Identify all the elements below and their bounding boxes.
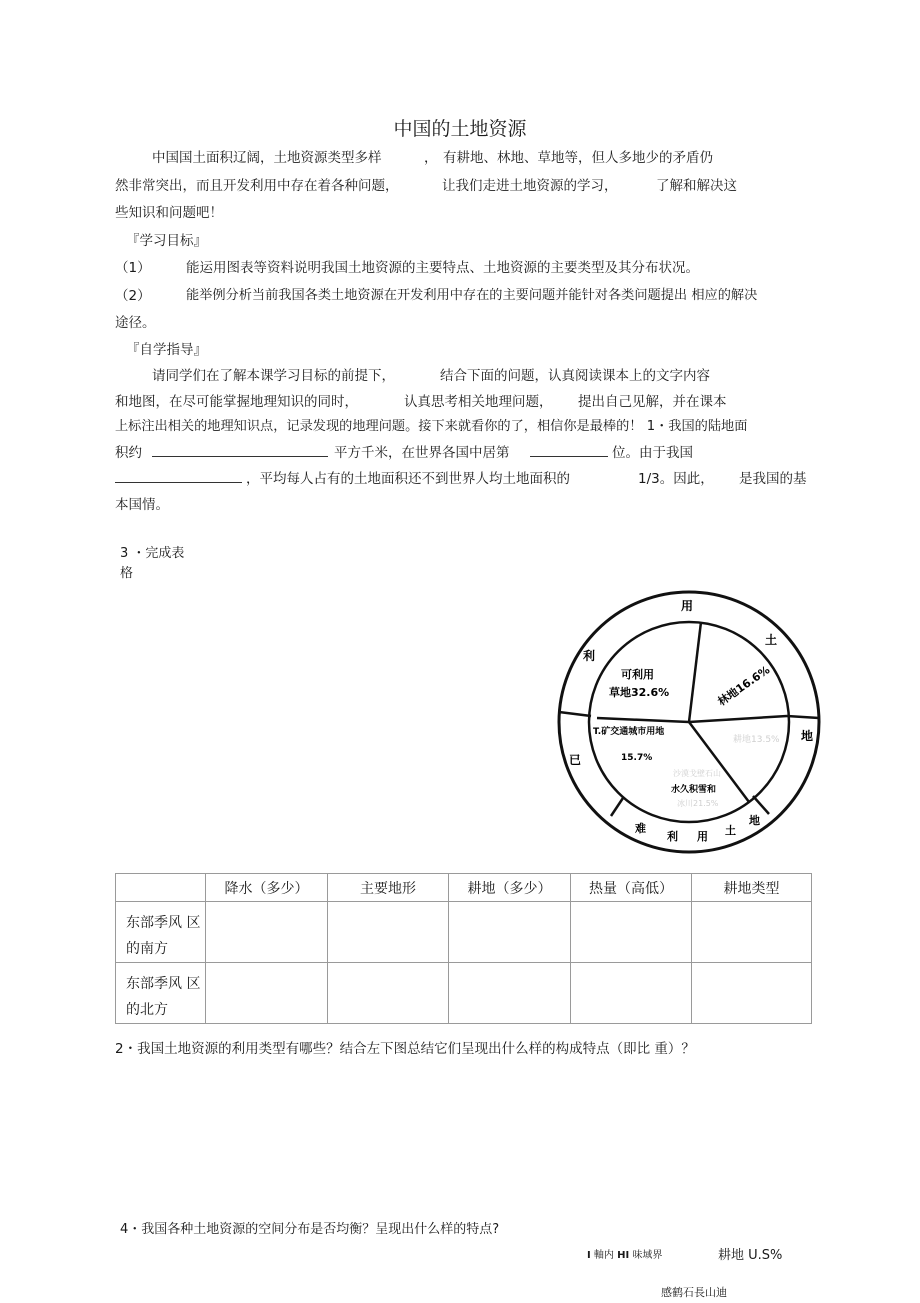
intro-line3: 些知识和问题吧！: [115, 205, 223, 221]
table-input-cell[interactable]: [571, 902, 692, 963]
row-label-north: [116, 963, 206, 1024]
table-input-cell[interactable]: [206, 902, 328, 963]
slice-label-cropland: 耕地13.5%: [733, 735, 780, 745]
ring-label: 利: [583, 649, 596, 663]
guide-line1a: 请同学们在了解本课学习目标的前提下，: [152, 368, 395, 384]
slice-label-desert: 水久积雪和: [671, 785, 717, 795]
guide-line2b: 认真思考相关地理问题，: [404, 394, 553, 410]
comparison-table: [115, 873, 812, 1024]
footer-fragment: [587, 1246, 662, 1261]
table-input-cell[interactable]: [449, 963, 571, 1024]
slice-label-urban: T.矿交通城市用地: [593, 727, 665, 737]
ring-label: 已: [569, 753, 582, 767]
row-label-line: 的南方: [126, 941, 168, 957]
footer-fragment-part: HI: [617, 1250, 630, 1261]
guide-line5a: ，平均每人占有的土地面积还不到世界人均土地面积的: [246, 471, 570, 487]
ring-label: 土: [765, 633, 778, 647]
q3-line1: 3 ・完成表: [120, 546, 185, 561]
row-label-line: 的北方: [126, 1002, 168, 1018]
footer-right-label: 耕地 U.S%: [718, 1248, 783, 1263]
intro-line2a: 然非常突出，而且开发利用中存在着各种问题，: [115, 178, 399, 194]
table-input-cell[interactable]: [328, 902, 449, 963]
table-header-cell: 热量（高低）: [571, 874, 692, 902]
table-header-cell: 主要地形: [328, 874, 449, 902]
table-header-cell: 降水（多少）: [206, 874, 328, 902]
goal1-text: 能运用图表等资料说明我国土地资源的主要特点、土地资源的主要类型及其分布状况。: [186, 260, 699, 276]
row-label-line: 东部季风 区: [126, 976, 201, 992]
land-use-pie-figure: [553, 588, 825, 856]
intro-line1a: 中国国土面积辽阔，土地资源类型多样: [152, 150, 382, 166]
ring-label: 土: [725, 824, 736, 837]
ring-label: 难: [635, 822, 646, 835]
guide-line4c: 位。由于我国: [612, 445, 693, 461]
goal1-number: （1）: [115, 260, 151, 276]
guide-line4b: 平方千米，在世界各国中居第: [334, 445, 510, 461]
goals-heading: 『学习目标』: [126, 233, 207, 249]
intro-line2c: 了解和解决这: [656, 178, 737, 194]
row-label-line: 东部季风 区: [126, 915, 201, 931]
slice-label-grassland: 可利用: [621, 668, 654, 681]
world-rank-blank[interactable]: [530, 444, 608, 457]
table-input-cell[interactable]: [206, 963, 328, 1024]
table-header-cell: 耕地类型: [692, 874, 812, 902]
ring-label: 地: [749, 814, 760, 827]
question-4: 4・我国各种土地资源的空间分布是否均衡？呈现出什么样的特点?: [120, 1222, 500, 1237]
intro-line1c: 有耕地、林地、草地等，但人多地少的矛盾仍: [443, 150, 713, 166]
table-header-cell: 耕地（多少）: [449, 874, 571, 902]
slice-label-desert: 冰川21.5%: [677, 799, 719, 808]
q3-line2: 格: [120, 566, 134, 581]
footer-bottom-label: 感鹤石長山迪: [661, 1286, 727, 1299]
row-label-south: [116, 902, 206, 963]
slice-label-grassland: 草地32.6%: [609, 686, 670, 699]
ring-label: 利: [667, 830, 678, 843]
goal2-text: 能举例分析当前我国各类土地资源在开发利用中存在的主要问题并能针对各类问题提出 相应的解决: [186, 288, 758, 303]
table-input-cell[interactable]: [328, 963, 449, 1024]
guide-line2c: 提出自己见解，并在课本: [578, 394, 727, 410]
table-input-cell[interactable]: [449, 902, 571, 963]
guide-line1b: 结合下面的问题，认真阅读课本上的文字内容: [440, 368, 710, 384]
land-area-blank[interactable]: [152, 444, 328, 457]
goal2-text-cont: 途径。: [115, 315, 156, 331]
guide-line4a: 积约: [115, 445, 142, 461]
slice-label-desert: 沙漠戈壁石山: [673, 769, 721, 778]
slice-label-forest: 林地16.6%: [715, 663, 773, 709]
guide-line5c: 是我国的基: [739, 471, 807, 487]
slice-label-urban: 15.7%: [621, 753, 653, 763]
table-input-cell[interactable]: [692, 963, 812, 1024]
intro-line1b: ，: [424, 150, 438, 166]
guide-line3: 上标注出相关的地理知识点，记录发现的地理问题。接下来就看你的了，相信你是最棒的！ 1・我国的陆地面: [115, 419, 748, 434]
ring-label: 地: [801, 729, 814, 743]
guide-heading: 『自学指导』: [126, 342, 207, 358]
guide-line5b: 1/3。因此，: [638, 471, 714, 487]
table-row: [116, 963, 812, 1024]
table-row: [116, 902, 812, 963]
page-title: 中国的土地资源: [393, 118, 527, 140]
table-input-cell[interactable]: [692, 902, 812, 963]
guide-line2a: 和地图，在尽可能掌握地理知识的同时，: [115, 394, 358, 410]
intro-line2b: 让我们走进土地资源的学习，: [442, 178, 618, 194]
ring-label: 用: [697, 830, 708, 843]
population-blank[interactable]: [115, 470, 242, 483]
ring-label: 用: [681, 599, 694, 613]
guide-line6: 本国情。: [115, 497, 169, 513]
question-2: 2・我国土地资源的利用类型有哪些？结合左下图总结它们呈现出什么样的构成特点（即比 重）？: [115, 1041, 695, 1057]
table-header-row: [116, 874, 812, 902]
footer-fragment-part: 味域界: [632, 1250, 663, 1261]
goal2-number: （2）: [115, 288, 151, 304]
table-input-cell[interactable]: [571, 963, 692, 1024]
footer-fragment-part: I: [587, 1250, 591, 1261]
table-header-cell: [116, 874, 206, 902]
footer-fragment-part: 軸内: [593, 1250, 614, 1261]
